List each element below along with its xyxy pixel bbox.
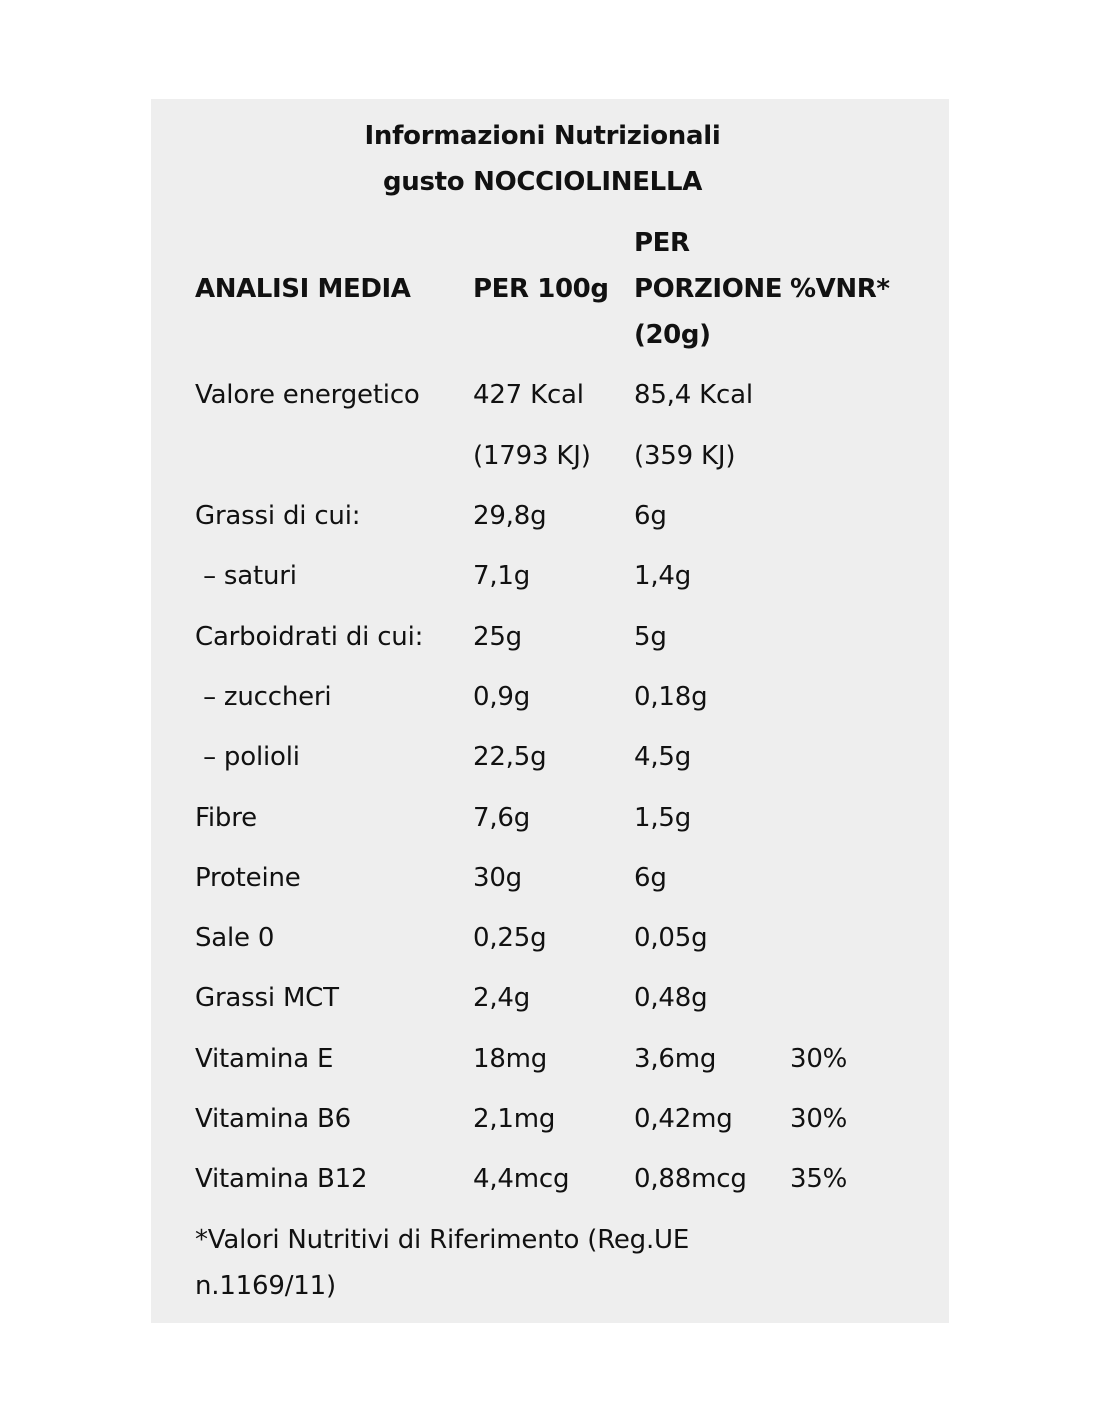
row-per100: 30g (473, 863, 522, 893)
row-label: – polioli (195, 742, 300, 772)
row-per100: 7,1g (473, 561, 531, 591)
row-label: Vitamina B6 (195, 1104, 351, 1134)
row-label: Fibre (195, 803, 257, 833)
row-per100: 7,6g (473, 803, 531, 833)
row-portion: 0,42mg (634, 1104, 733, 1134)
header-per-porzione-line2: PORZIONE (634, 274, 783, 304)
row-portion: 0,05g (634, 923, 708, 953)
row-portion: 0,48g (634, 983, 708, 1013)
row-label: Sale 0 (195, 923, 275, 953)
title-line-1: Informazioni Nutrizionali (364, 121, 721, 151)
energy-label: Valore energetico (195, 380, 420, 410)
row-vnr: 35% (790, 1164, 848, 1194)
row-vnr: 30% (790, 1044, 848, 1074)
header-vnr: %VNR* (790, 274, 890, 304)
row-portion: 5g (634, 622, 667, 652)
row-portion: 0,18g (634, 682, 708, 712)
row-portion: 1,5g (634, 803, 692, 833)
nutrition-title (0, 113, 1085, 205)
row-label: Vitamina E (195, 1044, 334, 1074)
row-label: Carboidrati di cui: (195, 622, 424, 652)
row-portion: 6g (634, 863, 667, 893)
row-portion: 1,4g (634, 561, 692, 591)
row-portion: 4,5g (634, 742, 692, 772)
row-per100: 29,8g (473, 501, 547, 531)
row-label: – zuccheri (195, 682, 332, 712)
header-per-100g: PER 100g (473, 274, 609, 304)
row-label: – saturi (195, 561, 297, 591)
energy-portion-kj: (359 KJ) (634, 441, 736, 471)
header-per-porzione-line3: (20g) (634, 320, 711, 350)
row-per100: 4,4mcg (473, 1164, 570, 1194)
row-portion: 0,88mcg (634, 1164, 747, 1194)
energy-per100-kcal: 427 Kcal (473, 380, 584, 410)
row-per100: 22,5g (473, 742, 547, 772)
row-vnr: 30% (790, 1104, 848, 1134)
row-per100: 0,9g (473, 682, 531, 712)
title-line-2: gusto NOCCIOLINELLA (382, 167, 703, 197)
row-per100: 18mg (473, 1044, 548, 1074)
header-per-porzione-line1: PER (634, 228, 690, 258)
row-label: Grassi MCT (195, 983, 339, 1013)
row-per100: 2,1mg (473, 1104, 556, 1134)
row-label: Vitamina B12 (195, 1164, 368, 1194)
energy-per100-kj: (1793 KJ) (473, 441, 591, 471)
row-label: Proteine (195, 863, 301, 893)
row-portion: 3,6mg (634, 1044, 717, 1074)
energy-portion-kcal: 85,4 Kcal (634, 380, 753, 410)
row-per100: 25g (473, 622, 522, 652)
footnote: *Valori Nutritivi di Riferimento (Reg.UE n.1169/11) (195, 1225, 690, 1301)
header-analisi-media: ANALISI MEDIA (195, 274, 411, 304)
row-portion: 6g (634, 501, 667, 531)
row-per100: 0,25g (473, 923, 547, 953)
row-per100: 2,4g (473, 983, 531, 1013)
row-label: Grassi di cui: (195, 501, 361, 531)
